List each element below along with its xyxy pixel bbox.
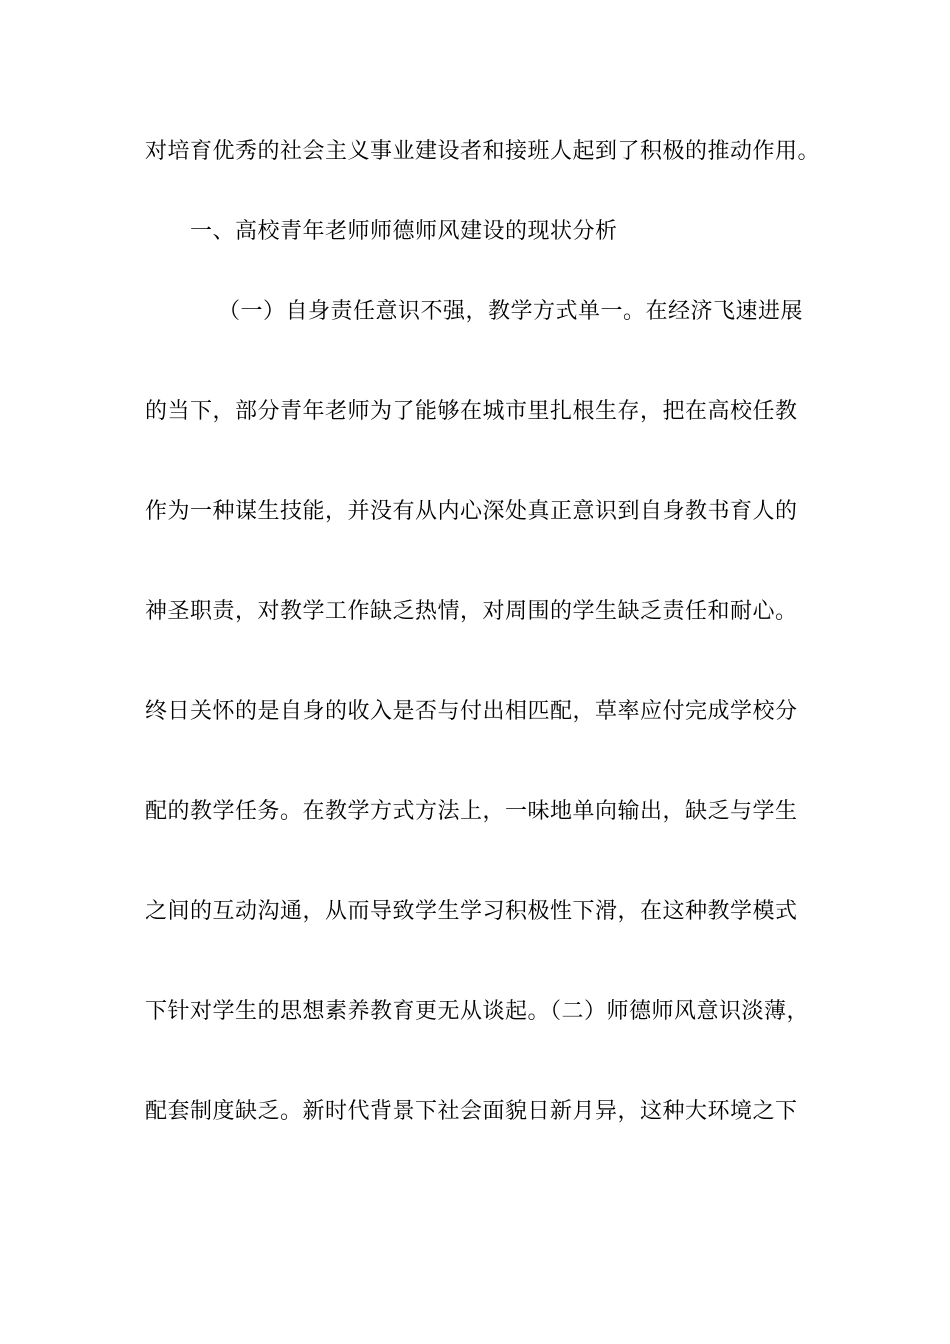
paragraph-line-7: 终日关怀的是自身的收入是否与付出相匹配，草率应付完成学校分 [145, 699, 798, 724]
paragraph-line-5: 作为一种谋生技能，并没有从内心深处真正意识到自身教书育人的 [145, 499, 798, 524]
paragraph-line-11: 配套制度缺乏。新时代背景下社会面貌日新月异，这种大环境之下 [145, 1099, 798, 1124]
paragraph-line-8: 配的教学任务。在教学方式方法上，一味地单向输出，缺乏与学生 [145, 799, 798, 824]
paragraph-line-1: 对培育优秀的社会主义事业建设者和接班人起到了积极的推动作用。 [145, 139, 821, 164]
paragraph-line-4: 的当下，部分青年老师为了能够在城市里扎根生存，把在高校任教 [145, 399, 798, 424]
paragraph-line-10: 下针对学生的思想素养教育更无从谈起。（二）师德师风意识淡薄， [145, 999, 810, 1024]
paragraph-line-6: 神圣职责，对教学工作缺乏热情，对周围的学生缺乏责任和耐心。 [145, 599, 798, 624]
section-heading: 一、高校青年老师师德师风建设的现状分析 [190, 219, 618, 244]
paragraph-line-9: 之间的互动沟通，从而导致学生学习积极性下滑，在这种教学模式 [145, 899, 798, 924]
paragraph-line-3: （一）自身责任意识不强，教学方式单一。在经济飞速进展 [218, 299, 804, 324]
